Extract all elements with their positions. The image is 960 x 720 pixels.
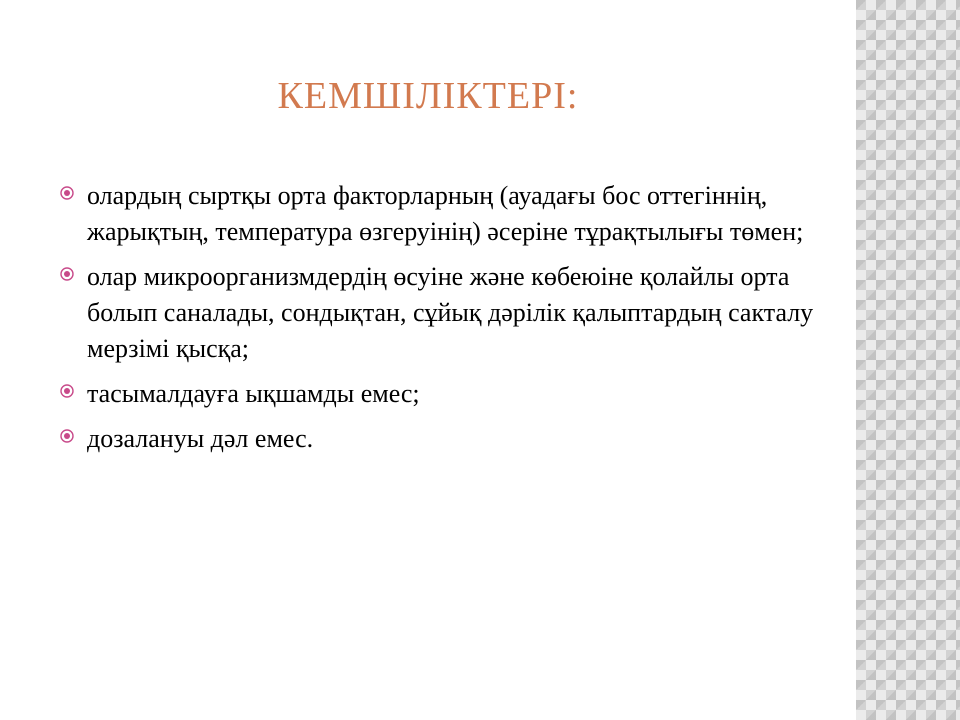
bullet-text: олардың сыртқы орта факторларның (ауадағы бос оттегіннің, жарықтың, температура өзгеруінің) әсеріне тұрақтылығы төмен; [87,181,804,246]
slide-title: КЕМШІЛІКТЕРІ: [277,75,579,117]
bullet-item [60,376,840,412]
bullet-list [60,178,840,457]
circle-bullet-icon [60,429,74,443]
bullet-text: тасымалдауға ықшамды емес; [87,379,420,408]
circle-bullet-icon [60,267,74,281]
bullet-item [60,259,840,367]
decorative-side-panel [856,0,960,720]
circle-bullet-icon [60,384,74,398]
slide-content [60,178,840,466]
bullet-item [60,421,840,457]
bullet-text: олар микроорганизмдердің өсуіне және көбеюіне қолайлы орта болып саналады, сондықтан, сұйық дәрілік қалыптардың сакталу мерзімі қысқа; [87,262,814,363]
bullet-text: дозалануы дәл емес. [87,424,314,453]
circle-bullet-icon [60,186,74,200]
bullet-item [60,178,840,250]
